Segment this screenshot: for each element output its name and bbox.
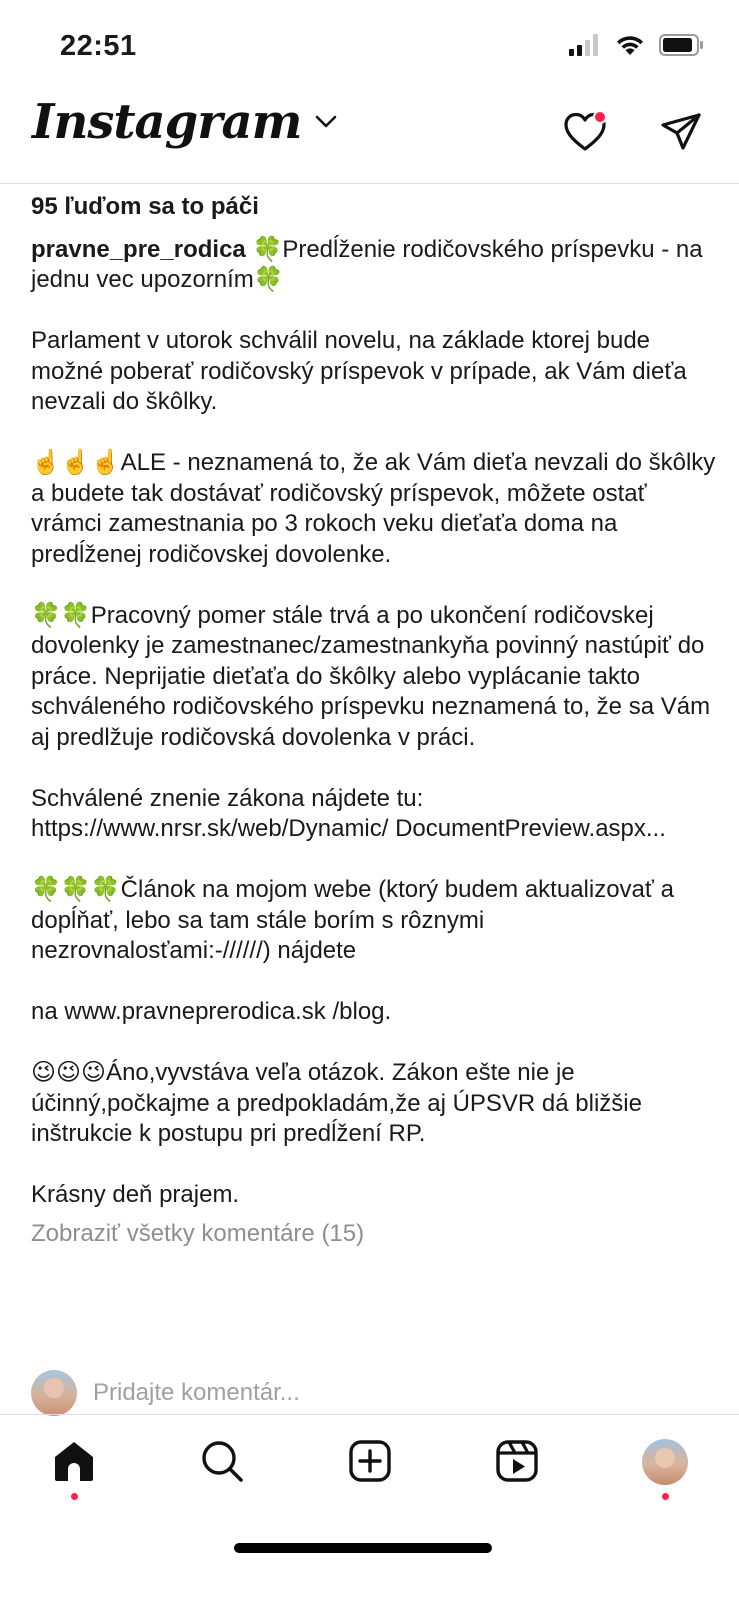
caption-gap xyxy=(31,296,721,327)
tab-search[interactable] xyxy=(194,1415,250,1505)
home-activity-dot xyxy=(71,1493,78,1500)
caption-line: na www.pravneprerodica.sk /blog. xyxy=(31,998,392,1025)
notifications-button[interactable] xyxy=(561,108,609,156)
paper-plane-icon xyxy=(660,112,702,152)
plus-square-icon xyxy=(348,1439,392,1483)
caption-line: 😉😉😉Áno,vyvstáva veľa otázok. Zákon ešte nie je účinný,počkajme a predpokladám,že aj ÚPSVR dá bližšie inštrukcie k postupu pri predĺžení RP. xyxy=(31,1059,642,1147)
app-header xyxy=(0,90,739,184)
chevron-down-icon xyxy=(315,115,337,129)
avatar xyxy=(31,1370,77,1416)
post-details xyxy=(31,192,721,1249)
home-indicator[interactable] xyxy=(234,1543,492,1553)
caption-line: 🍀🍀🍀Článok na mojom webe (ktorý budem aktualizovať a dopĺňať, lebo sa tam stále borím s rôznymi nezrovnalosťami:-//////) nájdete xyxy=(31,876,674,964)
caption-gap xyxy=(31,570,721,601)
caption-line: Schválené znenie zákona nájdete tu: https://www.nrsr.sk/web/Dynamic/ DocumentPreview.aspx... xyxy=(31,784,666,842)
caption-line: Parlament v utorok schválil novelu, na základe ktorej bude možné poberať rodičovský príspevok v prípade, ak Vám dieťa nevzali do škôlky. xyxy=(31,327,687,415)
caption-line: Krásny deň prajem. xyxy=(31,1181,240,1208)
caption-gap xyxy=(31,1150,721,1181)
caption-gap xyxy=(31,418,721,449)
status-time: 22:51 xyxy=(60,30,137,62)
bottom-tab-bar xyxy=(0,1414,739,1524)
caption-gap xyxy=(31,967,721,998)
likes-count[interactable]: 95 ľuďom sa to páči xyxy=(31,193,259,220)
instagram-logo: Instagram xyxy=(32,94,302,150)
caption-line: 🍀🍀Pracovný pomer stále trvá a po ukončení rodičovskej dovolenky je zamestnanec/zamestnankyňa povinný nastúpiť do práce. Neprijatie dieťaťa do škôlky alebo vyplácanie takto schváleného rodičovského príspevku neznamená to, že sa Vám aj predlžuje rodičovská dovolenka v práci. xyxy=(31,601,711,751)
header-actions xyxy=(561,108,705,156)
post-caption xyxy=(31,235,721,1211)
tab-profile[interactable] xyxy=(637,1415,693,1505)
battery-icon xyxy=(659,34,705,56)
reels-icon xyxy=(495,1439,539,1483)
caption-line: pravne_pre_rodica 🍀Predĺženie rodičovského príspevku - na jednu vec upozorním🍀 xyxy=(31,235,703,293)
caption-gap xyxy=(31,845,721,876)
notification-dot xyxy=(593,110,607,124)
caption-line: ☝️☝️☝️ALE - neznamená to, že ak Vám dieťa nevzali do škôlky a budete tak dostávať rodičovský príspevok, môžete ostať vrámci zamestnania po 3 rokoch veku dieťaťa doma na predĺženej rodičovskej dovolenke. xyxy=(31,449,716,568)
tab-reels[interactable] xyxy=(489,1415,545,1505)
view-all-comments-link[interactable]: Zobraziť všetky komentáre (15) xyxy=(31,1219,365,1247)
status-bar xyxy=(0,0,739,90)
add-comment-row[interactable] xyxy=(31,1370,300,1416)
status-icons xyxy=(569,34,705,56)
tab-create[interactable] xyxy=(342,1415,398,1505)
caption-gap xyxy=(31,753,721,784)
search-icon xyxy=(200,1439,244,1483)
cellular-signal-icon xyxy=(569,34,601,56)
tab-home[interactable] xyxy=(46,1415,102,1505)
home-icon xyxy=(51,1439,97,1483)
direct-messages-button[interactable] xyxy=(657,108,705,156)
post-username[interactable]: pravne_pre_rodica xyxy=(31,235,246,263)
profile-activity-dot xyxy=(662,1493,669,1500)
wifi-icon xyxy=(615,34,645,56)
comment-input[interactable]: Pridajte komentár... xyxy=(93,1379,300,1406)
caption-gap xyxy=(31,1028,721,1059)
profile-avatar xyxy=(642,1439,688,1485)
logo-switcher[interactable] xyxy=(32,94,337,150)
